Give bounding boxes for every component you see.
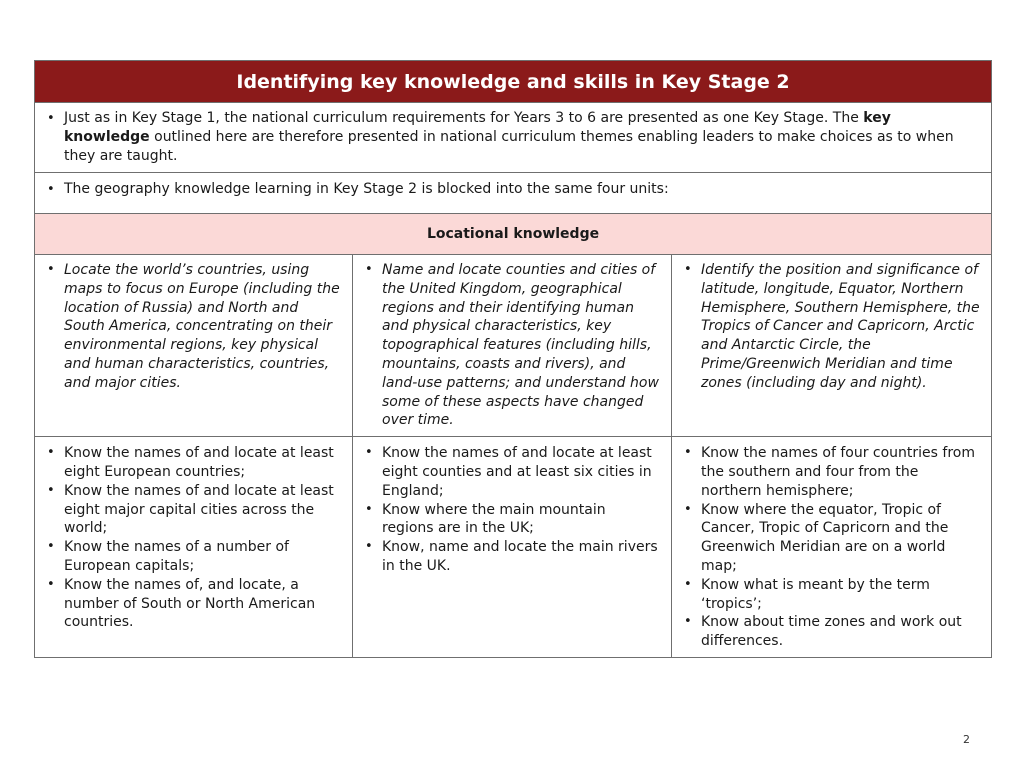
knowledge-item: • Know the names of and locate at least eight major capital cities across the world; bbox=[45, 482, 342, 538]
objective-cell-2 bbox=[353, 255, 672, 437]
objective-list-2 bbox=[363, 261, 661, 430]
intro-list-1 bbox=[45, 109, 981, 166]
knowledge-list-1 bbox=[45, 444, 342, 632]
objective-cell-1 bbox=[35, 255, 353, 437]
objective-cell-3 bbox=[672, 255, 992, 437]
knowledge-item: • Know where the equator, Tropic of Cancer, Tropic of Capricorn and the Greenwich Meridian are on a world map; bbox=[682, 501, 981, 576]
section-title: Locational knowledge bbox=[35, 214, 992, 255]
knowledge-list-3 bbox=[682, 444, 981, 651]
intro-row-2 bbox=[35, 173, 992, 214]
knowledge-cell-2 bbox=[353, 437, 672, 658]
objective-list-1 bbox=[45, 261, 342, 393]
objective-1: • Locate the world’s countries, using maps to focus on Europe (including the location of Russia) and North and South America, concentrating on their environmental regions, key physical and human characteristics, countries, and major cities. bbox=[45, 261, 342, 393]
knowledge-item: • Know what is meant by the term ‘tropics’; bbox=[682, 576, 981, 614]
knowledge-item: • Know the names of a number of European capitals; bbox=[45, 538, 342, 576]
knowledge-item: • Know the names of, and locate, a number of South or North American countries. bbox=[45, 576, 342, 632]
table-title: Identifying key knowledge and skills in Key Stage 2 bbox=[35, 61, 992, 103]
page-number: 2 bbox=[963, 733, 970, 746]
key-knowledge-bold: key knowledge bbox=[64, 110, 891, 145]
objective-list-3 bbox=[682, 261, 981, 393]
intro-bullet-1 bbox=[45, 109, 981, 166]
knowledge-cell-3 bbox=[672, 437, 992, 658]
intro-row-1 bbox=[35, 103, 992, 173]
intro-bullet-2: • The geography knowledge learning in Key Stage 2 is blocked into the same four units: bbox=[45, 180, 981, 199]
knowledge-item: • Know the names of four countries from the southern and four from the northern hemisphere; bbox=[682, 444, 981, 500]
objective-3: • Identify the position and significance of latitude, longitude, Equator, Northern Hemisphere, Southern Hemisphere, the Tropics of Cancer and Capricorn, Arctic and Antarctic Circle, the Prime/Greenwich Meridian and time zones (including day and night). bbox=[682, 261, 981, 393]
intro-bullet-1-text-a: Just as in Key Stage 1, the national curriculum requirements for Years 3 to 6 are presented as one Key Stage. The bbox=[64, 110, 864, 126]
knowledge-item: • Know, name and locate the main rivers in the UK. bbox=[363, 538, 661, 576]
key-stage-2-table bbox=[34, 60, 992, 658]
intro-bullet-1-text-b: outlined here are therefore presented in national curriculum themes enabling leaders to make choices as to when they are taught. bbox=[64, 129, 954, 164]
knowledge-item: • Know the names of and locate at least eight European countries; bbox=[45, 444, 342, 482]
knowledge-item: • Know the names of and locate at least eight counties and at least six cities in England; bbox=[363, 444, 661, 500]
knowledge-item: • Know about time zones and work out differences. bbox=[682, 613, 981, 651]
knowledge-cell-1 bbox=[35, 437, 353, 658]
intro-list-2 bbox=[45, 180, 981, 199]
knowledge-list-2 bbox=[363, 444, 661, 576]
knowledge-item: • Know where the main mountain regions are in the UK; bbox=[363, 501, 661, 539]
objective-2: • Name and locate counties and cities of the United Kingdom, geographical regions and their identifying human and physical characteristics, key topographical features (including hills, mountains, coasts and rivers), and land-use patterns; and understand how some of these aspects have changed over time. bbox=[363, 261, 661, 430]
